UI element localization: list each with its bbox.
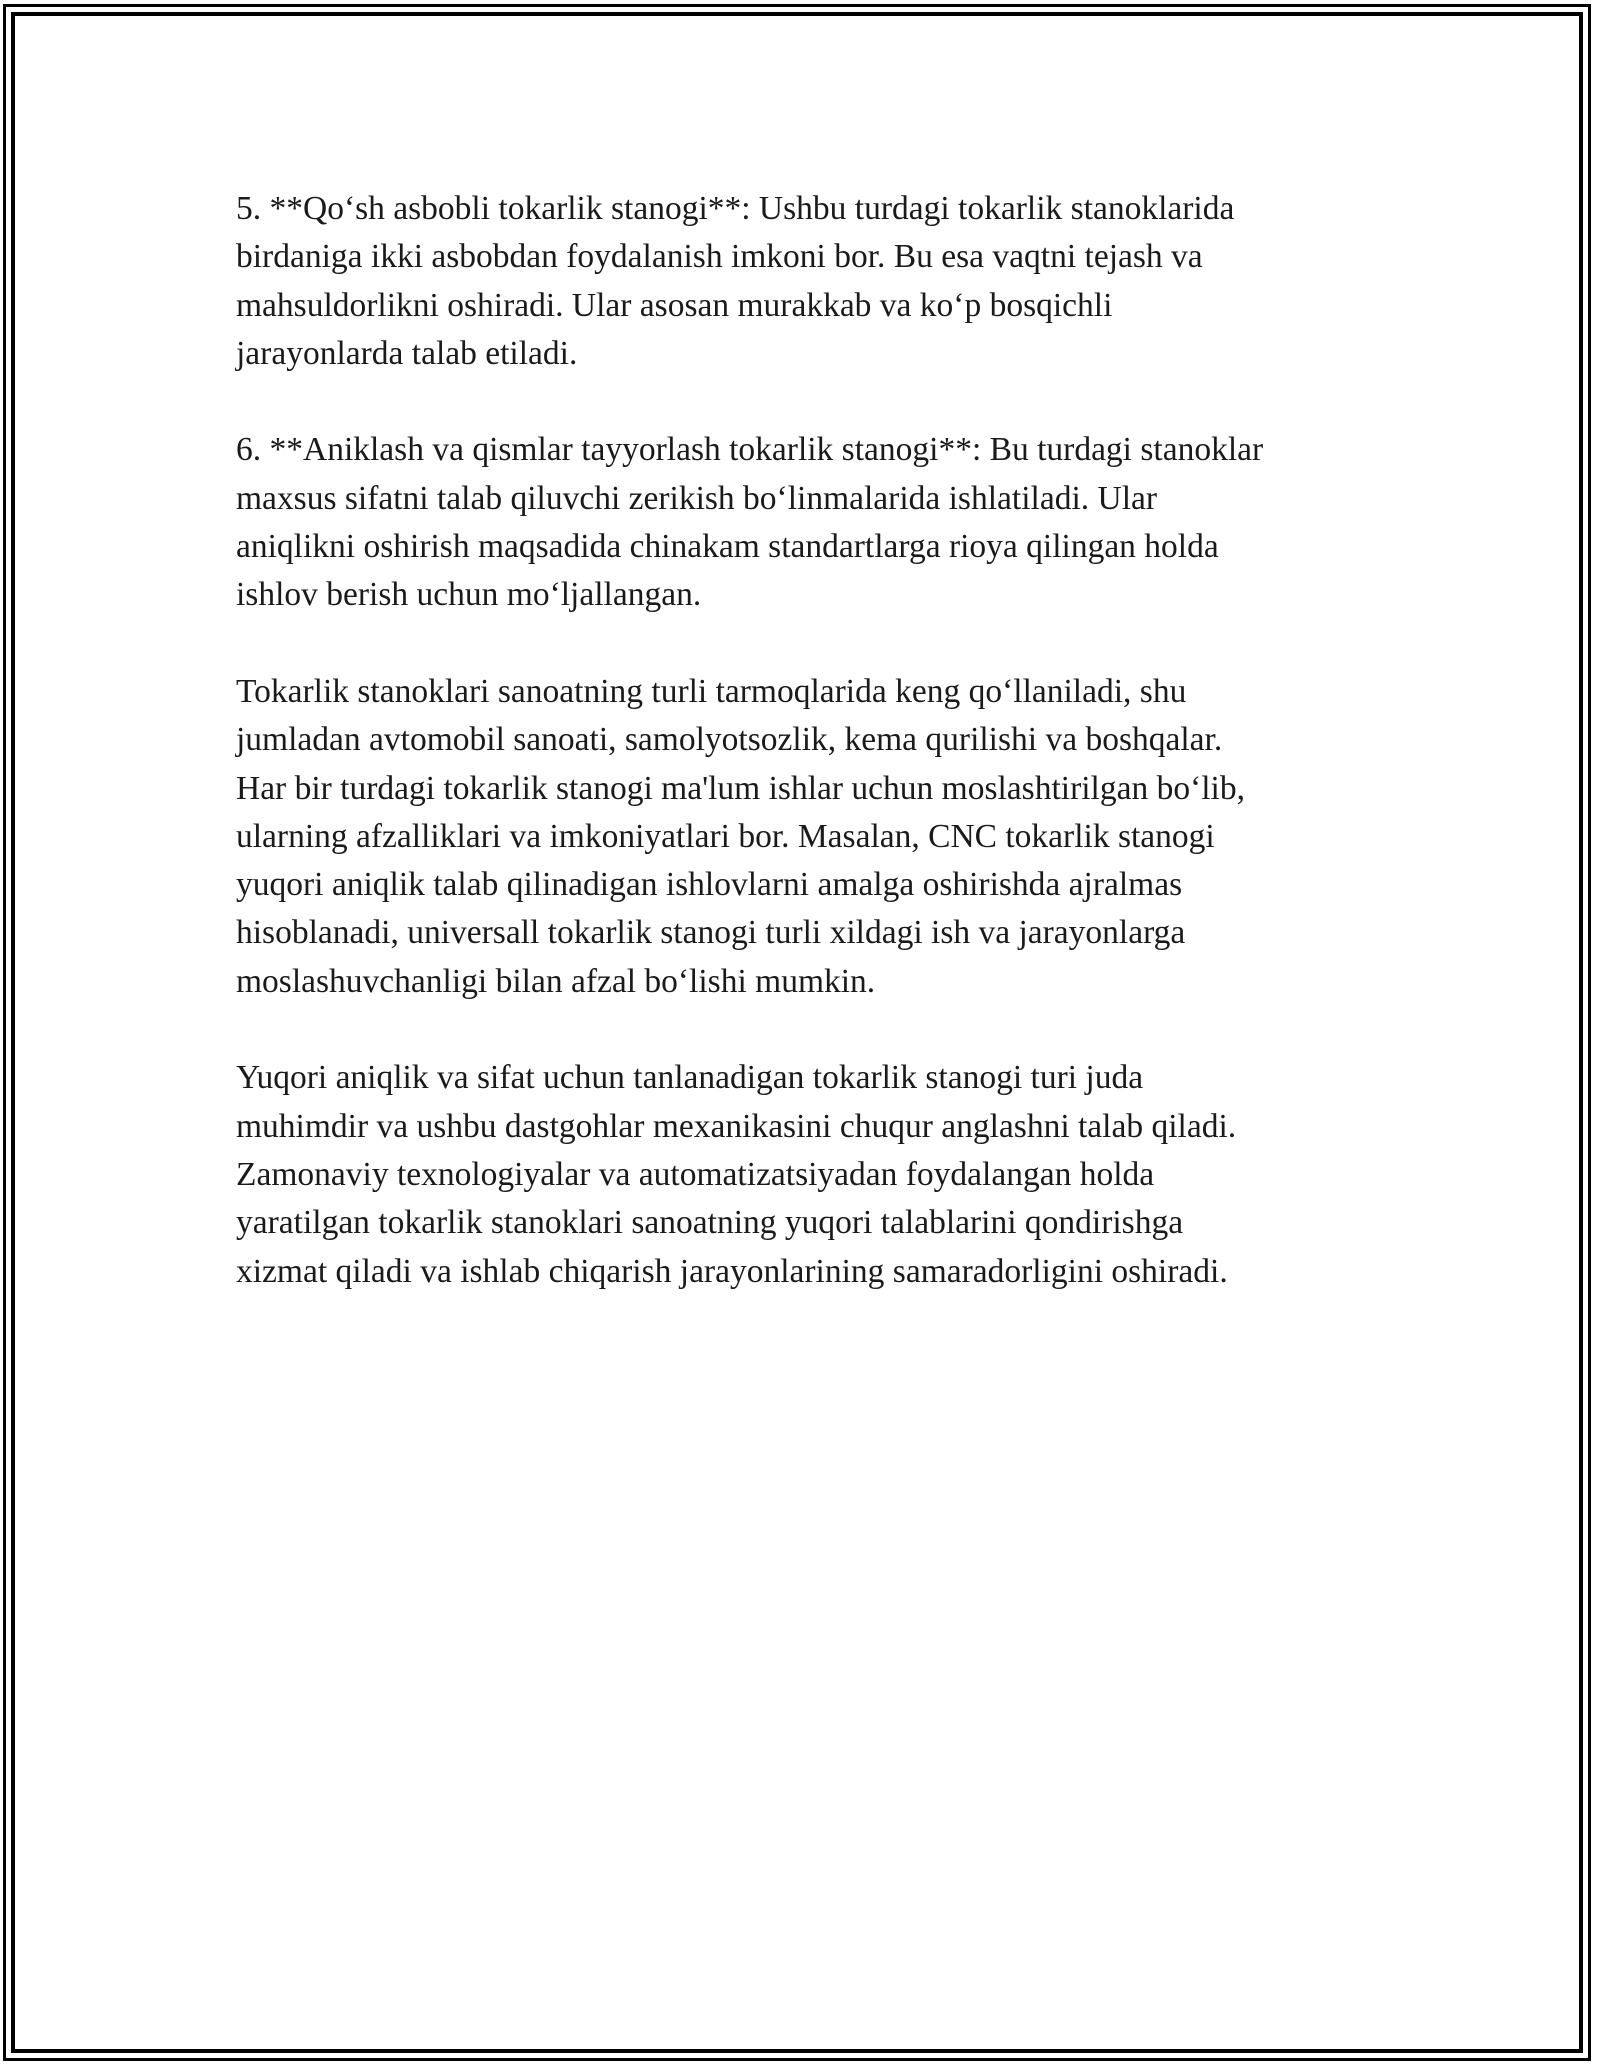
paragraph-applications: Tokarlik stanoklari sanoatning turli tarmoqlarida keng qo‘llaniladi, shu jumladan avtomobil sanoati, samolyotsozlik, kema qurilishi va boshqalar. Har bir turdagi tokarlik stanogi ma'lum ishlar uchun moslashtirilgan bo‘lib, ularning afzalliklari va imkoniyatlari bor. Masalan, CNC tokarlik stanogi yuqori aniqlik talab qilinadigan ishlovlarni amalga oshirishda ajralmas hisoblanadi, universall tokarlik stanogi turli xildagi ish va jarayonlarga moslashuvchanligi bilan afzal bo‘lishi mumkin. xyxy=(236,672,1245,1000)
paragraph-item-5: 5. **Qo‘sh asbobli tokarlik stanogi**: Ushbu turdagi tokarlik stanoklarida birdaniga ikki asbobdan foydalanish imkoni bor. Bu esa vaqtni tejash va mahsuldorlikni oshiradi. Ular asosan murakkab va ko‘p bosqichli jarayonlarda talab etiladi. xyxy=(236,190,1235,372)
paragraph-item-6: 6. **Aniklash va qismlar tayyorlash tokarlik stanogi**: Bu turdagi stanoklar maxsus sifatni talab qiluvchi zerikish bo‘linmalarida ishlatiladi. Ular aniqlikni oshirish maqsadida chinakam standartlarga rioya qilingan holda ishlov berish uchun mo‘ljallangan. xyxy=(236,431,1264,614)
paragraph-conclusion: Yuqori aniqlik va sifat uchun tanlanadigan tokarlik stanogi turi juda muhimdir va ushbu dastgohlar mexanikasini chuqur anglashni talab qiladi. Zamonaviy texnologiyalar va automatizatsiyadan foydalangan holda yaratilgan tokarlik stanoklari sanoatning yuqori talablarini qondirishga xizmat qiladi va ishlab chiqarish jarayonlarining samaradorligini oshiradi. xyxy=(236,1059,1237,1290)
document-body xyxy=(236,185,1386,1296)
